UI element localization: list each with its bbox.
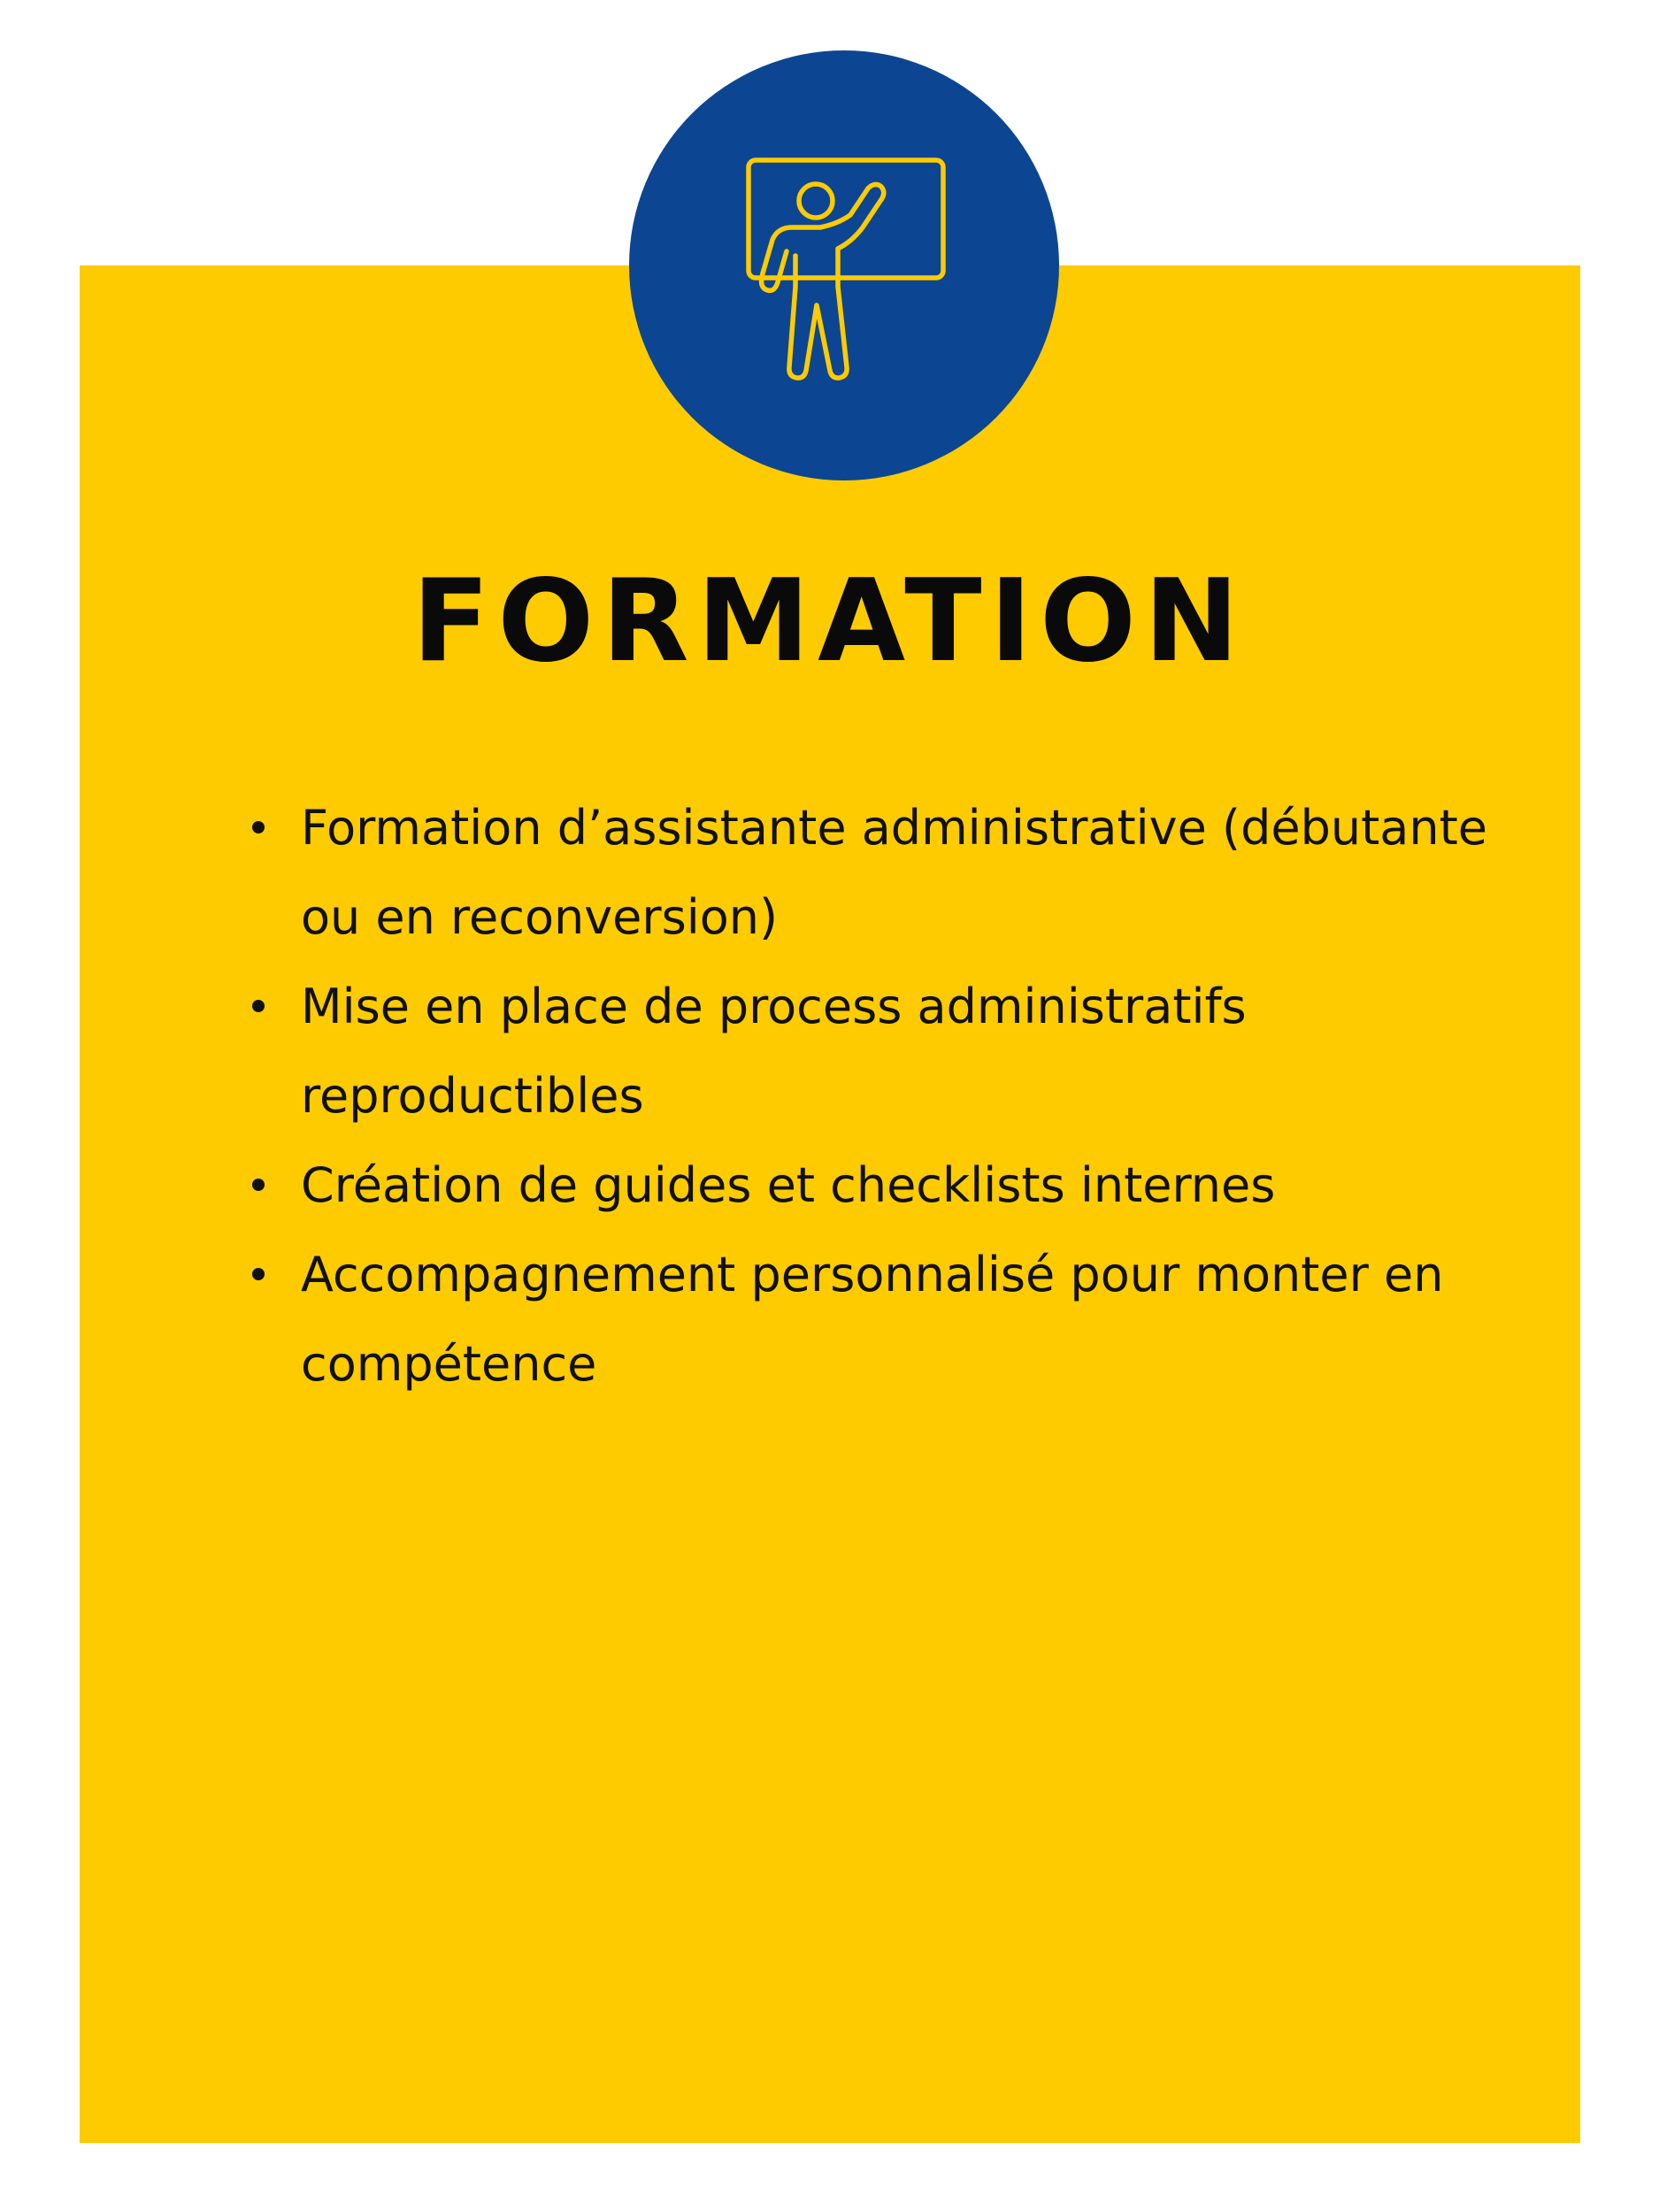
list-item-text: Formation d’assistante administrative (débutante ou en reconversion) — [301, 800, 1487, 945]
section-title: FORMATION — [411, 556, 1248, 687]
list-item — [301, 1141, 1522, 1230]
list-item-text: Mise en place de process administratifs reproductibles — [301, 979, 1247, 1124]
bullet-icon — [252, 1179, 265, 1191]
list-item-text: Création de guides et checklists internes — [301, 1157, 1276, 1213]
list-item — [301, 783, 1522, 962]
list-item — [301, 962, 1522, 1141]
teacher-at-board-icon — [629, 50, 1059, 480]
bullet-icon — [252, 1268, 265, 1280]
service-list — [301, 783, 1522, 1409]
list-item-text: Accompagnement personnalisé pour monter en compétence — [301, 1247, 1444, 1392]
bullet-icon — [252, 1000, 265, 1012]
bullet-icon — [252, 821, 265, 833]
icon-badge — [629, 50, 1059, 480]
list-item — [301, 1230, 1522, 1409]
